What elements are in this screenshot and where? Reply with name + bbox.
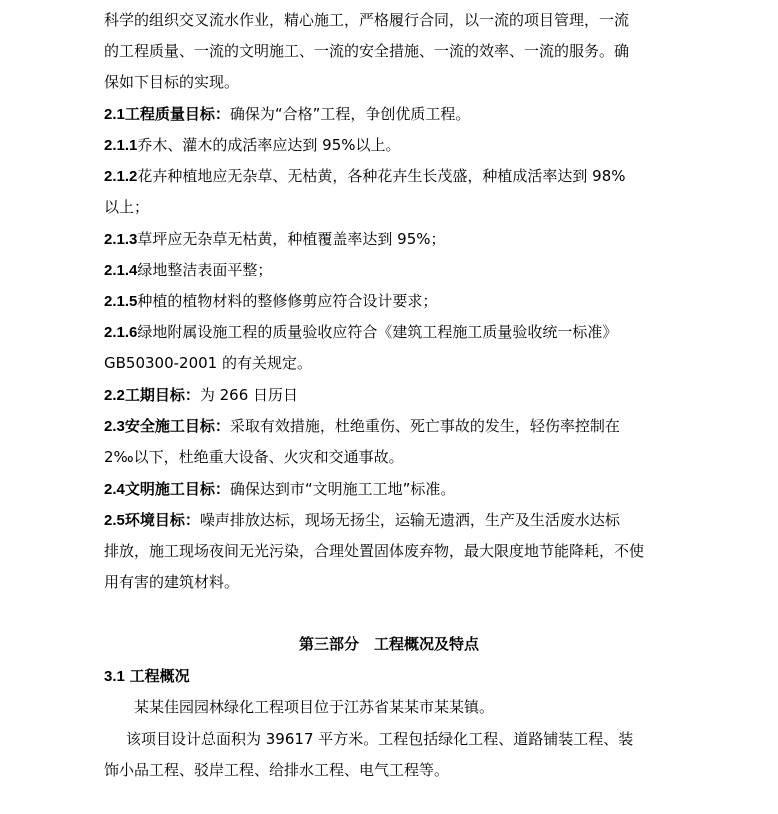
item-number: 2.1.2 — [104, 168, 138, 185]
part-three-heading: 第三部分 工程概况及特点 — [298, 635, 479, 653]
item-number: 2.1.4 — [104, 262, 138, 279]
item-2-1-2-cont: 以上； — [104, 198, 150, 216]
item-text: 绿地整洁表面平整； — [137, 261, 273, 279]
section-2-5-cont-1: 排放，施工现场夜间无光污染，合理处置固体废弃物，最大限度地节能降耗，不使 — [104, 542, 645, 560]
item-text: 乔木、灌木的成活率应达到 95%以上。 — [137, 136, 401, 154]
item-2-1-6-cont: GB50300-2001 的有关规定。 — [104, 354, 312, 372]
section-number: 2.4 — [104, 481, 125, 498]
item-number: 2.1.6 — [104, 324, 138, 341]
intro-line-2: 的工程质量、一流的文明施工、一流的安全措施、一流的效率、一流的服务。确 — [104, 42, 630, 60]
item-2-1-3 — [104, 229, 664, 250]
section-text: 确保达到市“文明施工工地”标准。 — [229, 480, 456, 498]
section-text: 确保为“合格”工程，争创优质工程。 — [229, 105, 471, 123]
section-number: 2.2 — [104, 387, 125, 404]
overview-paragraph-2-line-2: 饰小品工程、驳岸工程、给排水工程、电气工程等。 — [104, 761, 450, 779]
section-2-5 — [104, 510, 664, 531]
item-2-1-6 — [104, 322, 664, 343]
section-2-5-cont-2: 用有害的建筑材料。 — [104, 573, 240, 591]
section-title: 安全施工目标： — [124, 417, 230, 435]
section-3-1 — [104, 666, 664, 687]
section-title: 环境目标： — [124, 511, 200, 529]
section-title: 工期目标： — [124, 386, 200, 404]
section-number: 2.5 — [104, 512, 125, 529]
section-title: 工程质量目标： — [124, 105, 230, 123]
overview-paragraph-2-line-1: 该项目设计总面积为 39617 平方米。工程包括绿化工程、道路铺装工程、装 — [126, 730, 634, 748]
item-2-1-4 — [104, 260, 664, 281]
item-2-1-5 — [104, 291, 664, 312]
section-number: 2.1 — [104, 106, 125, 123]
section-text: 噪声排放达标，现场无扬尘，运输无遗洒，生产及生活废水达标 — [199, 511, 620, 529]
intro-line-3: 保如下目标的实现。 — [104, 73, 240, 91]
item-number: 2.1.5 — [104, 293, 138, 310]
section-2-2 — [104, 385, 664, 406]
section-text: 为 266 日历日 — [199, 386, 299, 404]
section-text: 采取有效措施，杜绝重伤、死亡事故的发生，轻伤率控制在 — [229, 417, 620, 435]
section-number: 3.1 — [104, 668, 125, 685]
section-title: 工程概况 — [129, 667, 190, 685]
item-text: 绿地附属设施工程的质量验收应符合《建筑工程施工质量验收统一标准》 — [137, 323, 618, 341]
item-number: 2.1.1 — [104, 137, 138, 154]
item-text: 种植的植物材料的整修修剪应符合设计要求； — [137, 292, 438, 310]
section-2-3-cont: 2‰以下，杜绝重大设备、火灾和交通事故。 — [104, 448, 404, 466]
item-number: 2.1.3 — [104, 231, 138, 248]
item-text: 花卉种植地应无杂草、无枯黄，各种花卉生长茂盛，种植成活率达到 98% — [137, 167, 626, 185]
section-2-3 — [104, 416, 664, 437]
overview-paragraph-1: 某某佳园园林绿化工程项目位于江苏省某某市某某镇。 — [134, 698, 495, 716]
section-title: 文明施工目标： — [124, 480, 230, 498]
item-text: 草坪应无杂草无枯黄，种植覆盖率达到 95%； — [137, 230, 446, 248]
item-2-1-1 — [104, 135, 664, 156]
section-2-1 — [104, 104, 664, 125]
intro-line-1: 科学的组织交叉流水作业，精心施工，严格履行合同，以一流的项目管理，一流 — [104, 11, 630, 29]
section-number: 2.3 — [104, 418, 125, 435]
item-2-1-2 — [104, 166, 664, 187]
section-2-4 — [104, 479, 664, 500]
